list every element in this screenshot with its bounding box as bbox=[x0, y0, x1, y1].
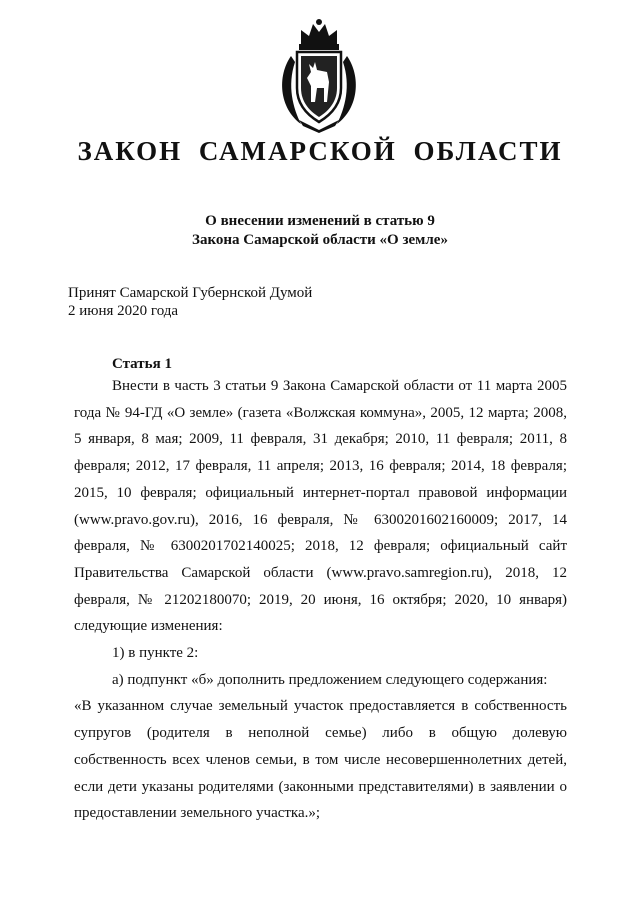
document-subtitle bbox=[0, 212, 640, 250]
article-heading: Статья 1 bbox=[112, 356, 172, 372]
adoption-info bbox=[68, 284, 312, 320]
document-title: ЗАКОН САМАРСКОЙ ОБЛАСТИ bbox=[77, 136, 563, 166]
paragraph-amendment-intro: Внести в часть 3 статьи 9 Закона Самарской области от 11 марта 2005 года № 94-ГД «О земле» (газета «Волжская коммуна», 2005, 12 марта; 2008, 5 января, 8 мая; 2009, 11 февраля, 31 декабря; 2010, 11 февраля; 2011, 8 февраля; 2012, 17 февраля, 11 апреля; 2013, 16 февраля; 2014, 18 февраля; 2015, 10 февраля; официальный интернет-портал правовой информации (www.pravo.gov.ru), 2016, 16 февраля, № 6300201602160009; 2017, 14 февраля, № 6300201702140025; 2018, 12 февраля; официальный сайт Правительства Самарской области (www.pravo.samregion.ru), 2018, 12 февраля, № 21202180070; 2019, 20 июня, 16 октября; 2020, 10 января) следующие изменения: bbox=[74, 378, 567, 635]
paragraph-item-1: 1) в пункте 2: bbox=[112, 645, 199, 662]
paragraph-subitem-a: а) подпункт «б» дополнить предложением следующего содержания: bbox=[112, 671, 548, 688]
adopted-by: Принят Самарской Губернской Думой bbox=[68, 285, 313, 301]
samara-coat-of-arms-icon bbox=[271, 16, 367, 134]
adopted-date: 2 июня 2020 года bbox=[68, 303, 179, 319]
subtitle-line-2: Закона Самарской области «О земле» bbox=[192, 232, 448, 248]
paragraph-quote: «В указанном случае земельный участок предоставляется в собственность супругов (родителя в неполной семье) либо в общую долевую собственность всех членов семьи, в том числе несовершеннолетних детей, если дети указаны родителями (законными представителями) в заявлении о предоставлении земельного участка.»; bbox=[74, 698, 567, 822]
subtitle-line-1: О внесении изменений в статью 9 bbox=[205, 213, 435, 229]
article-body bbox=[74, 373, 567, 827]
